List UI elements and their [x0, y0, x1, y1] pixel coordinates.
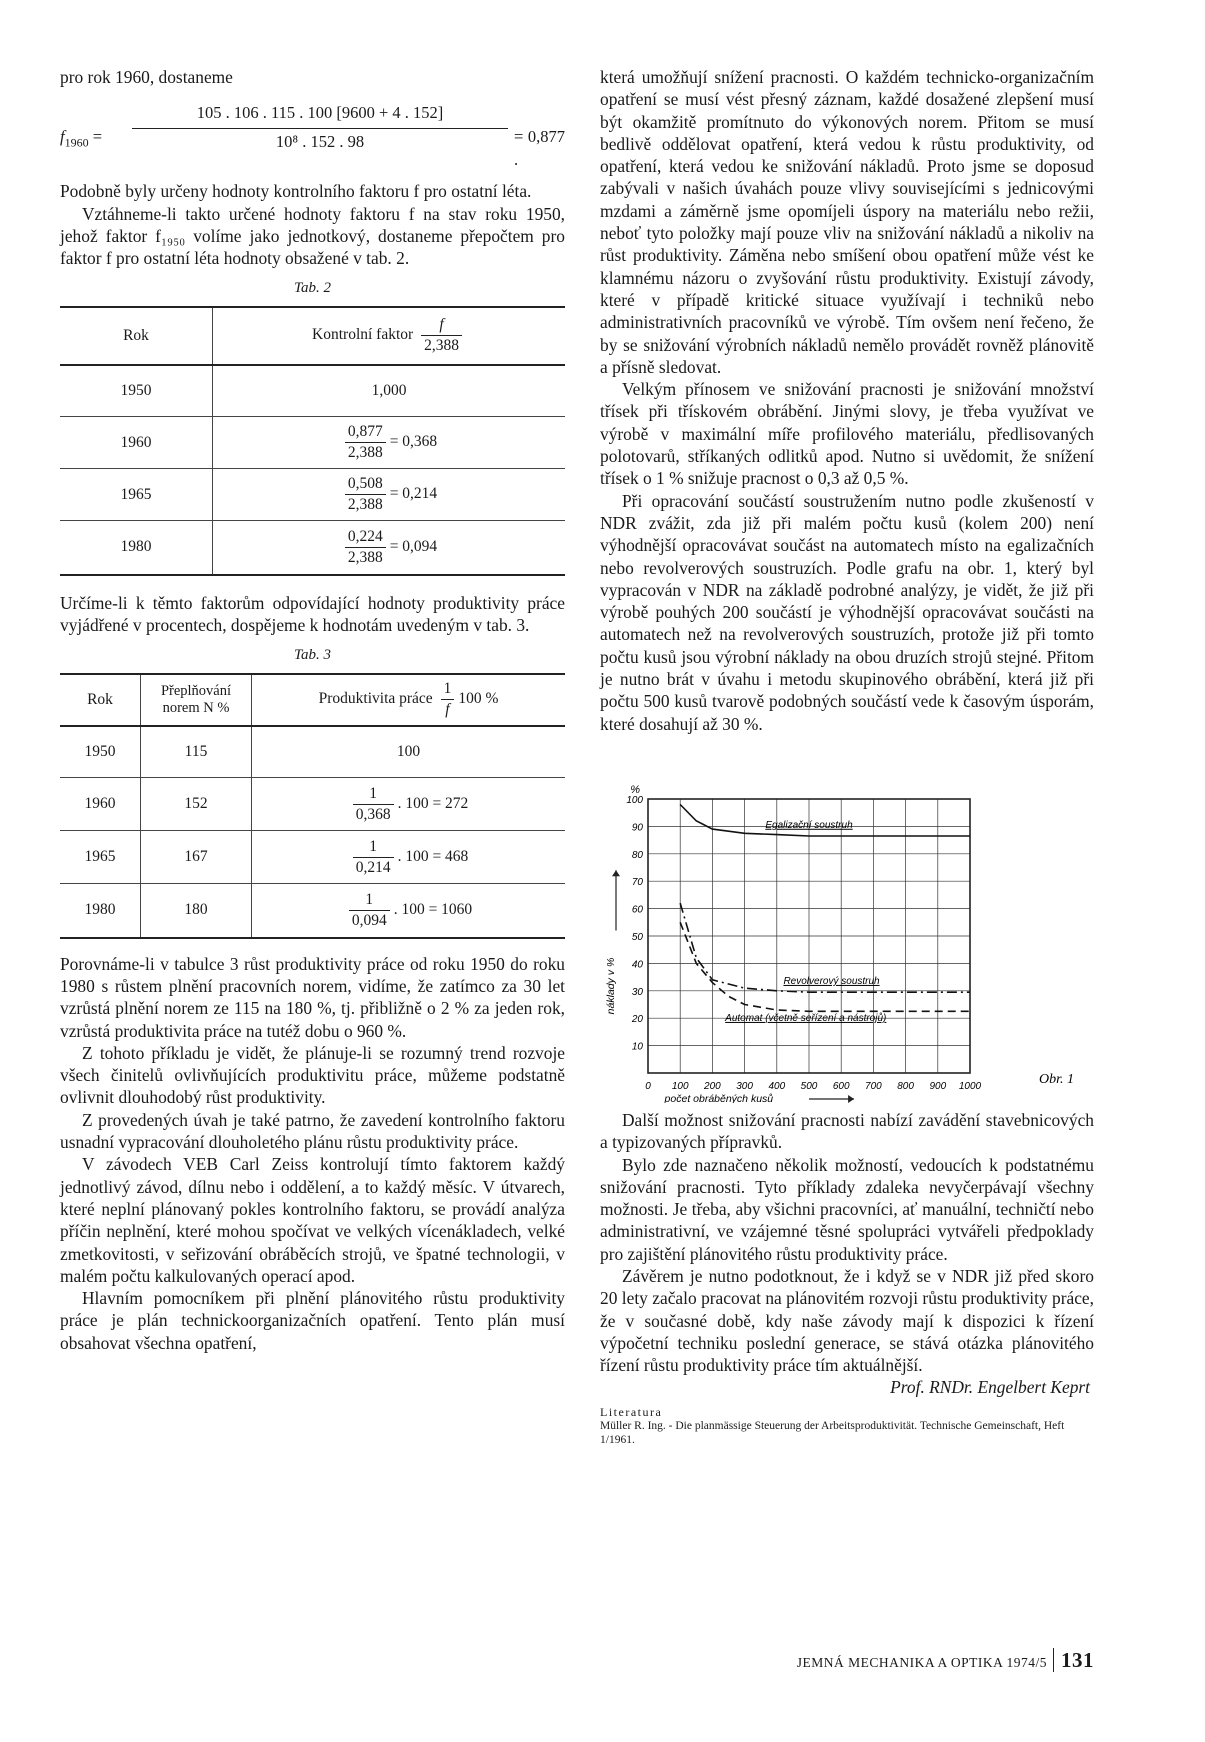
author-signature: Prof. RNDr. Engelbert Keprt [890, 1377, 1090, 1398]
table-cell-year: 1980 [60, 884, 141, 938]
formula-lhs: $f_{1960}$ = [60, 127, 103, 150]
col-header-year: Rok [60, 307, 213, 365]
y-tick-label: 40 [631, 959, 643, 971]
x-tick-label: 100 [671, 1080, 689, 1092]
paragraph: Podobně byly určeny hodnoty kontrolního faktoru f pro ostatní léta. [60, 181, 532, 202]
series-line [680, 922, 970, 1011]
table-cell-value: 100 [252, 726, 566, 778]
x-axis-label: počet obráběných kusů [664, 1092, 774, 1103]
y-axis-arrowhead [612, 870, 620, 876]
paragraph: která umožňují snížení pracnosti. O každém technicko-organizačním opatření se musí vést přesný záznam, každé dosažené zlepšení musí být okamžitě promítnuto do výkonových norem. Přitom se musí bedlivě oddělovat opatření, která vedou k růstu produktivity, od opatření, která vedou ke snižování nákladů. Proto jsme se doposud zabývali v našich úvahách pouze vlivy souvisejícími s jednicovými mzdami a záměrně jsme opomíjeli úspory na materiálu nebo režii, neboť tyto položky mají pouze vliv na snižování nákladů a nikoliv na růst produktivity. Záměna nebo smíšení obou opatření může vést ke klamnému názoru o zvyšování růstu produktivity. Existují závody, které v případě kritické situace využívají i techniků nebo administrativních pracovníků ve výrobě. Tím ovšem není řečeno, že by se snižování výrobních nákladů nemělo provádět rovněž plánovitě a přísně sledovat. [600, 67, 1094, 377]
y-tick-label: 20 [631, 1014, 643, 1026]
col-header-factor: Kontrolní faktor $\frac{f}{2,388}$ [213, 307, 566, 365]
y-tick-label: 70 [631, 877, 643, 889]
line-chart [600, 757, 1094, 1103]
col-header-norm: Přeplňování norem N % [141, 674, 252, 726]
paragraph: V závodech VEB Carl Zeiss kontrolují tímto faktorem každý jednotlivý závod, dílnu nebo i oddělení, a to každý měsíc. V útvarech, které neplní plánovaný pokles kontrolního faktoru, se provádí analýza příčin neplnění, které mohou spočívat ve velkých vícenákladech, velké zmetkovitosti, v seřizování obráběcích strojů, ve špatné technologii, v malém počtu kalkulovaných operací apod. [60, 1154, 565, 1286]
formula-denominator: 10⁸ . 152 . 98 [275, 132, 365, 152]
paragraph: Závěrem je nutno podotknout, že i když se v NDR již před skoro 20 lety začalo pracovat na plánovitém rozvoji růstu produktivity práce, že v současné době, kdy naše závody mají k dispozici k řízení výpočetní techniku poslední generace, se stává otázka plánovitého řízení růstu produktivity práce tím aktuálnější. [600, 1265, 1094, 1376]
figure-caption: Obr. 1 [1038, 1071, 1074, 1087]
x-tick-label: 800 [897, 1080, 914, 1092]
paragraph: Hlavním pomocníkem při plnění plánovitého růstu produktivity práce je plán technickoorganizačních opatření. Tento plán musí obsahovat všechna opatření, [60, 1288, 565, 1353]
series-label: Automat (včetně seřízení a nástrojů) [725, 1012, 887, 1024]
y-tick-label: 10 [631, 1041, 643, 1053]
x-tick-label: 500 [800, 1080, 818, 1092]
series-label: Egalizační soustruh [765, 819, 853, 831]
col-header-productivity: Produktivita práce $\frac{1}{f}$ 100 % [252, 674, 566, 726]
table-cell-norm: 152 [141, 778, 252, 831]
x-tick-label: 1000 [958, 1080, 982, 1092]
table-cell-value: $\frac{1}{0,368}$ . 100 = 272 [252, 778, 566, 831]
paragraph: Vztáhneme-li takto určené hodnoty faktoru f na stav roku 1950, jehož faktor f₁₉₅₀ volíme jako jednotkový, dostaneme přepočtem pro faktor f pro ostatní léta hodnoty obsažené v tab. 2. [60, 203, 565, 269]
literature-heading: Literatura [600, 1404, 663, 1419]
y-tick-label: 30 [631, 986, 643, 998]
table-cell-year: 1960 [60, 778, 141, 831]
table-cell-norm: 180 [141, 884, 252, 938]
y-tick-label: 80 [631, 849, 643, 861]
formula-numerator: 105 . 106 . 115 . 100 [9600 + 4 . 152] [196, 103, 444, 123]
literature [600, 1405, 1094, 1447]
x-tick-label: 400 [768, 1080, 786, 1092]
table-cell-year: 1950 [60, 365, 213, 417]
series-label: Revolverový soustruh [783, 975, 880, 987]
paragraph: Z tohoto příkladu je vidět, že plánuje-li se rozumný trend rozvoje všech činitelů ovlivňujících produktivitu práce, můžeme podstatně ovlivnit dlouhodobý růst produktivity. [60, 1042, 565, 1108]
paragraph: Při opracování součástí soustružením nutno podle zkušeností v NDR zvážit, zda již při malém počtu kusů (kolem 200) není výhodnější opracovávat součást na automatech místo na egalizačních nebo revolverových soustruzích. Podle grafu na obr. 1, který byl vypracován v NDR na základě podrobné analýzy, je vidět, že již při výrobě pouhých 200 součástí je výhodnější opracovávat součásti na automatech než na revolverových soustruzích, protože již při tomto počtu kusů jsou výrobní náklady na obou druzích strojů stejné. Přitom je nutno brát v úvahu i metodu skupinového obrábění, která již při počtu 500 kusů tvarově podobných součástí vede k časovým úsporám, které dosahují až 30 %. [600, 490, 1094, 734]
paragraph: Z provedených úvah je také patrno, že zavedení kontrolního faktoru usnadní vypracování dlouholetého plánu růstu produktivity práce. [60, 1109, 565, 1153]
y-tick-label: 90 [631, 822, 643, 834]
table-cell-year: 1965 [60, 469, 213, 521]
table-cell-value: 1,000 [213, 365, 566, 417]
x-tick-label: 700 [865, 1080, 882, 1092]
col-header-year: Rok [60, 674, 141, 726]
table-cell-value: $\frac{0,877}{2,388}$ = 0,368 [213, 417, 566, 469]
y-tick-label: 50 [631, 931, 643, 943]
paragraph: Velkým přínosem ve snižování pracnosti je snižování množství třísek při třískovém obrábění. Jinými slovy, je třeba využívat ve výrobě v maximální míře profilového materiálu, předlisovaných polotovarů, stříkaných odlitků apod. Nutno si uvědomit, že snížení třísek o 1 % snižuje pracnost o 0,3 až 0,5 %. [600, 379, 1094, 489]
y-axis-label: náklady v % [605, 957, 617, 1015]
paragraph: Určíme-li k těmto faktorům odpovídající hodnoty produktivity práce vyjádřené v procentech, dospějeme k hodnotám uvedeným v tab. 3. [60, 592, 565, 636]
journal-name: JEMNÁ MECHANIKA A OPTIKA 1974/5 [796, 1655, 1047, 1670]
table-caption: Tab. 2 [294, 280, 331, 297]
table-cell-value: $\frac{1}{0,094}$ . 100 = 1060 [252, 884, 566, 938]
x-axis-arrowhead [848, 1095, 854, 1103]
table-3 [60, 673, 565, 939]
paragraph: Porovnáme-li v tabulce 3 růst produktivity práce od roku 1950 do roku 1980 s růstem plnění pracovních norem, vidíme, že zatímco za 30 let vzrůstá plnění norem ze 115 na 180 %, tj. přibližně o 2 % za jeden rok, vzrůstá produktivita práce na tutéž dobu o 960 %. [60, 953, 565, 1041]
table-cell-year: 1965 [60, 831, 141, 884]
formula [60, 92, 565, 180]
table-cell-value: $\frac{0,508}{2,388}$ = 0,214 [213, 469, 566, 521]
y-tick-label: 100 [626, 794, 643, 806]
x-tick-label: 200 [704, 1080, 721, 1092]
x-tick-label: 300 [736, 1080, 753, 1092]
fraction-bar [132, 128, 508, 129]
left-column [60, 66, 565, 1354]
page-footer [700, 1648, 1094, 1673]
table-cell-year: 1960 [60, 417, 213, 469]
formula-result: = 0,877 . [514, 127, 565, 169]
table-cell-year: 1950 [60, 726, 141, 778]
table-cell-year: 1980 [60, 521, 213, 575]
y-unit-label: % [630, 783, 640, 796]
table-2 [60, 306, 565, 576]
literature-entry: Müller R. Ing. - Die planmässige Steuerung der Arbeitsproduktivität. Technische Gemeinschaft, Heft 1/1961. [600, 1419, 1065, 1446]
table-cell-norm: 115 [141, 726, 252, 778]
intro-text: pro rok 1960, dostaneme [60, 67, 233, 87]
x-tick-label: 600 [832, 1080, 850, 1092]
x-tick-label: 0 [645, 1080, 651, 1092]
figure-obr-1 [600, 757, 1094, 1103]
paragraph: Další možnost snižování pracnosti nabízí zavádění stavebnicových a typizovaných přípravků. [600, 1109, 1094, 1153]
table-cell-value: $\frac{1}{0,214}$ . 100 = 468 [252, 831, 566, 884]
table-cell-norm: 167 [141, 831, 252, 884]
paragraph: Bylo zde naznačeno několik možností, vedoucích k podstatnému snižování pracnosti. Tyto příklady zdaleka nevyčerpávají všechny možnosti. Je třeba, aby všichni pracovníci, ať manuální, techničtí nebo administrativní, ve vzájemné těsné spolupráci vytvářeli předpoklady pro zajištění plánovitého růstu produktivity práce. [600, 1154, 1094, 1264]
page-number: 131 [1053, 1648, 1094, 1672]
y-tick-label: 60 [631, 904, 643, 916]
table-caption: Tab. 3 [294, 647, 331, 664]
right-column [600, 66, 1094, 1447]
table-cell-value: $\frac{0,224}{2,388}$ = 0,094 [213, 521, 566, 575]
x-tick-label: 900 [929, 1080, 947, 1092]
